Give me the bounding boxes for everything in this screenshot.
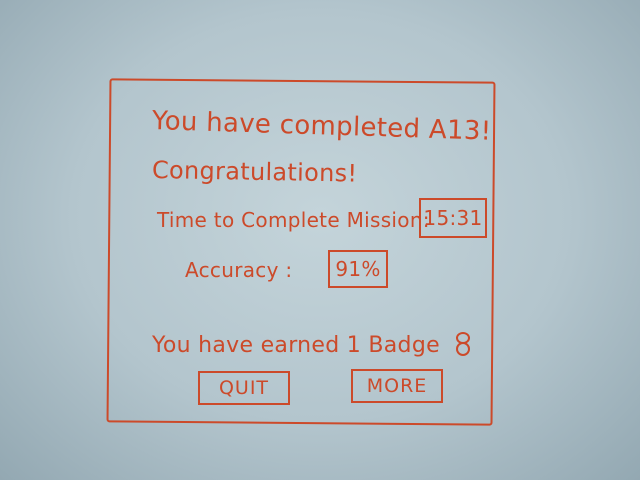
badge-earned-message bbox=[152, 332, 469, 358]
badge-earned-text: You have earned 1 Badge bbox=[152, 333, 440, 358]
more-button[interactable]: MORE bbox=[351, 369, 443, 403]
accuracy-label: Accuracy : bbox=[185, 258, 293, 282]
quit-button[interactable]: QUIT bbox=[198, 371, 290, 405]
congratulations-text: Congratulations! bbox=[151, 156, 358, 188]
badge-icon bbox=[455, 332, 469, 356]
accuracy-value: 91% bbox=[328, 250, 388, 288]
time-value: 15:31 bbox=[419, 198, 487, 238]
time-label: Time to Complete Mission: bbox=[157, 208, 430, 232]
completion-headline: You have completed A13! bbox=[151, 106, 492, 147]
